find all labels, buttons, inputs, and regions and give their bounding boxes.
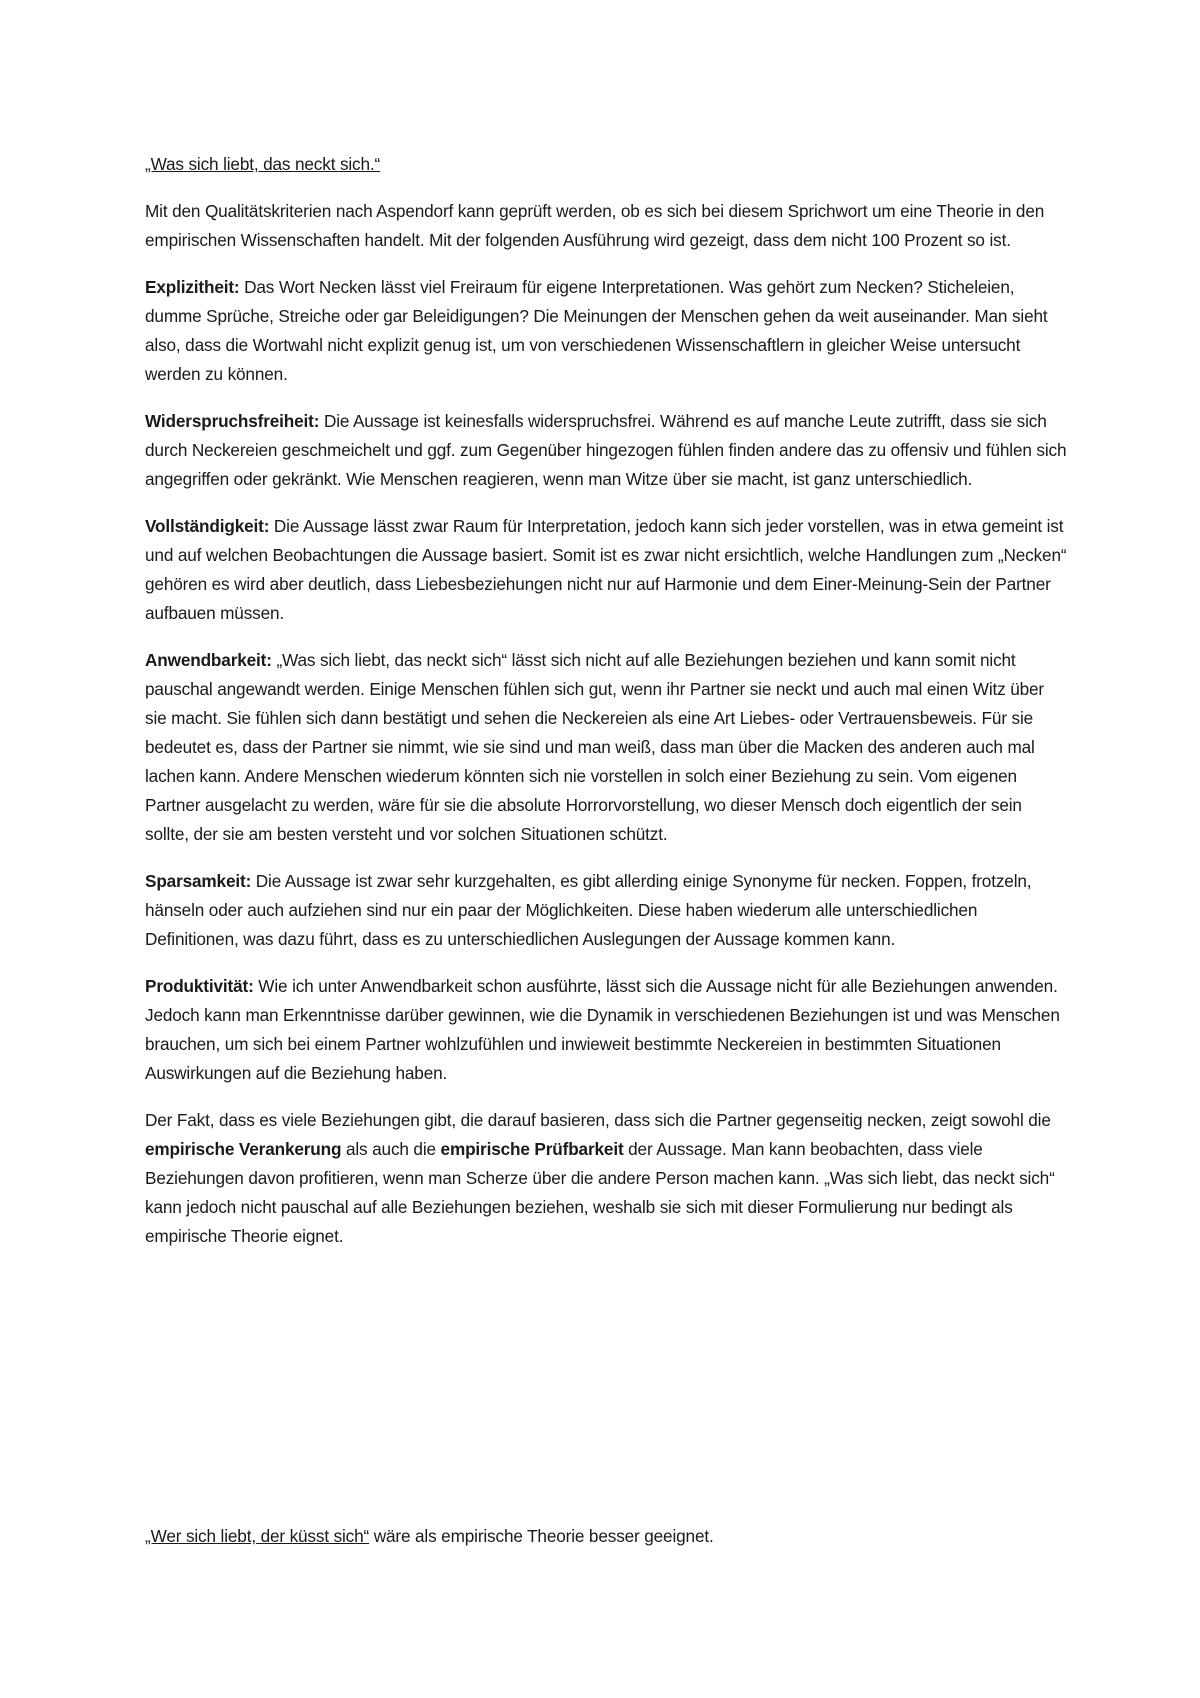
section-text: Wie ich unter Anwendbarkeit schon ausführte, lässt sich die Aussage nicht für alle Beziehungen anwenden. Jedoch kann man Erkenntnisse darüber gewinnen, wie die Dynamik in verschiedenen Beziehungen ist und was Menschen brauchen, um sich bei einem Partner wohlzufühlen und inwieweit bestimmte Neckereien in bestimmten Situationen Auswirkungen auf die Beziehung haben. xyxy=(145,976,1060,1083)
section-explizitheit xyxy=(145,273,1070,389)
section-produktivitaet xyxy=(145,972,1070,1088)
document-body xyxy=(145,150,1070,1269)
section-sparsamkeit xyxy=(145,867,1070,954)
conclusion-bold: empirische Prüfbarkeit xyxy=(440,1139,624,1159)
conclusion-paragraph xyxy=(145,1106,1070,1251)
section-anwendbarkeit xyxy=(145,646,1070,849)
section-label: Widerspruchsfreiheit: xyxy=(145,411,320,431)
section-widerspruchsfreiheit xyxy=(145,407,1070,494)
conclusion-text: Der Fakt, dass es viele Beziehungen gibt, die darauf basieren, dass sich die Partner gegenseitig necken, zeigt sowohl die xyxy=(145,1110,1051,1130)
intro-paragraph: Mit den Qualitätskriterien nach Aspendorf kann geprüft werden, ob es sich bei diesem Sprichwort um eine Theorie in den empirischen Wissenschaften handelt. Mit der folgenden Ausführung wird gezeigt, dass dem nicht 100 Prozent so ist. xyxy=(145,201,1045,250)
section-text: „Was sich liebt, das neckt sich“ lässt sich nicht auf alle Beziehungen beziehen und kann somit nicht pauschal angewandt werden. Einige Menschen fühlen sich gut, wenn ihr Partner sie neckt und auch mal einen Witz über sie macht. Sie fühlen sich dann bestätigt und sehen die Neckereien als eine Art Liebes- oder Vertrauensbeweis. Für sie bedeutet es, dass der Partner sie nimmt, wie sie sind und man weiß, dass man über die Macken des anderen auch mal lachen kann. Andere Menschen wiederum könnten sich nie vorstellen in solch einer Beziehung zu sein. Vom eigenen Partner ausgelacht zu werden, wäre für sie die absolute Horrorvorstellung, wo dieser Mensch doch eigentlich der sein sollte, der sie am besten versteht und vor solchen Situationen schützt. xyxy=(145,650,1045,844)
section-label: Vollständigkeit: xyxy=(145,516,270,536)
final-quote: „Wer sich liebt, der küsst sich“ xyxy=(145,1526,370,1546)
section-text: Die Aussage ist keinesfalls widerspruchsfrei. Während es auf manche Leute zutrifft, dass sie sich durch Neckereien geschmeichelt und ggf. zum Gegenüber hingezogen fühlen finden andere das zu offensiv und fühlen sich angegriffen oder gekränkt. Wie Menschen reagieren, wenn man Witze über sie macht, ist ganz unterschiedlich. xyxy=(145,411,1067,489)
conclusion-text: der Aussage. Man kann beobachten, dass viele Beziehungen davon profitieren, wenn man Scherze über die andere Person machen kann. „Was sich liebt, das neckt sich“ kann jedoch nicht pauschal auf alle Beziehungen beziehen, weshalb sie sich mit dieser Formulierung nur bedingt als empirische Theorie eignet. xyxy=(145,1139,1055,1246)
final-text: wäre als empirische Theorie besser geeignet. xyxy=(369,1526,714,1546)
conclusion-bold: empirische Verankerung xyxy=(145,1139,342,1159)
section-vollstaendigkeit xyxy=(145,512,1070,628)
section-label: Sparsamkeit: xyxy=(145,871,252,891)
section-text: Die Aussage lässt zwar Raum für Interpretation, jedoch kann sich jeder vorstellen, was in etwa gemeint ist und auf welchen Beobachtungen die Aussage basiert. Somit ist es zwar nicht ersichtlich, welche Handlungen zum „Necken“ gehören es wird aber deutlich, dass Liebesbeziehungen nicht nur auf Harmonie und dem Einer-Meinung-Sein der Partner aufbauen müssen. xyxy=(145,516,1067,623)
section-label: Produktivität: xyxy=(145,976,254,996)
section-label: Anwendbarkeit: xyxy=(145,650,272,670)
section-text: Die Aussage ist zwar sehr kurzgehalten, es gibt allerding einige Synonyme für necken. Foppen, frotzeln, hänseln oder auch aufziehen sind nur ein paar der Möglichkeiten. Diese haben wiederum alle unterschiedlichen Definitionen, was dazu führt, dass es zu unterschiedlichen Auslegungen der Aussage kommen kann. xyxy=(145,871,1032,949)
document-title: „Was sich liebt, das neckt sich.“ xyxy=(145,154,381,174)
section-text: Das Wort Necken lässt viel Freiraum für eigene Interpretationen. Was gehört zum Necken? Sticheleien, dumme Sprüche, Streiche oder gar Beleidigungen? Die Meinungen der Menschen gehen da weit auseinander. Man sieht also, dass die Wortwahl nicht explizit genug ist, um von verschiedenen Wissenschaftlern in gleicher Weise untersucht werden zu können. xyxy=(145,277,1048,384)
conclusion-text: als auch die xyxy=(341,1139,441,1159)
final-statement xyxy=(145,1522,714,1551)
section-label: Explizitheit: xyxy=(145,277,240,297)
